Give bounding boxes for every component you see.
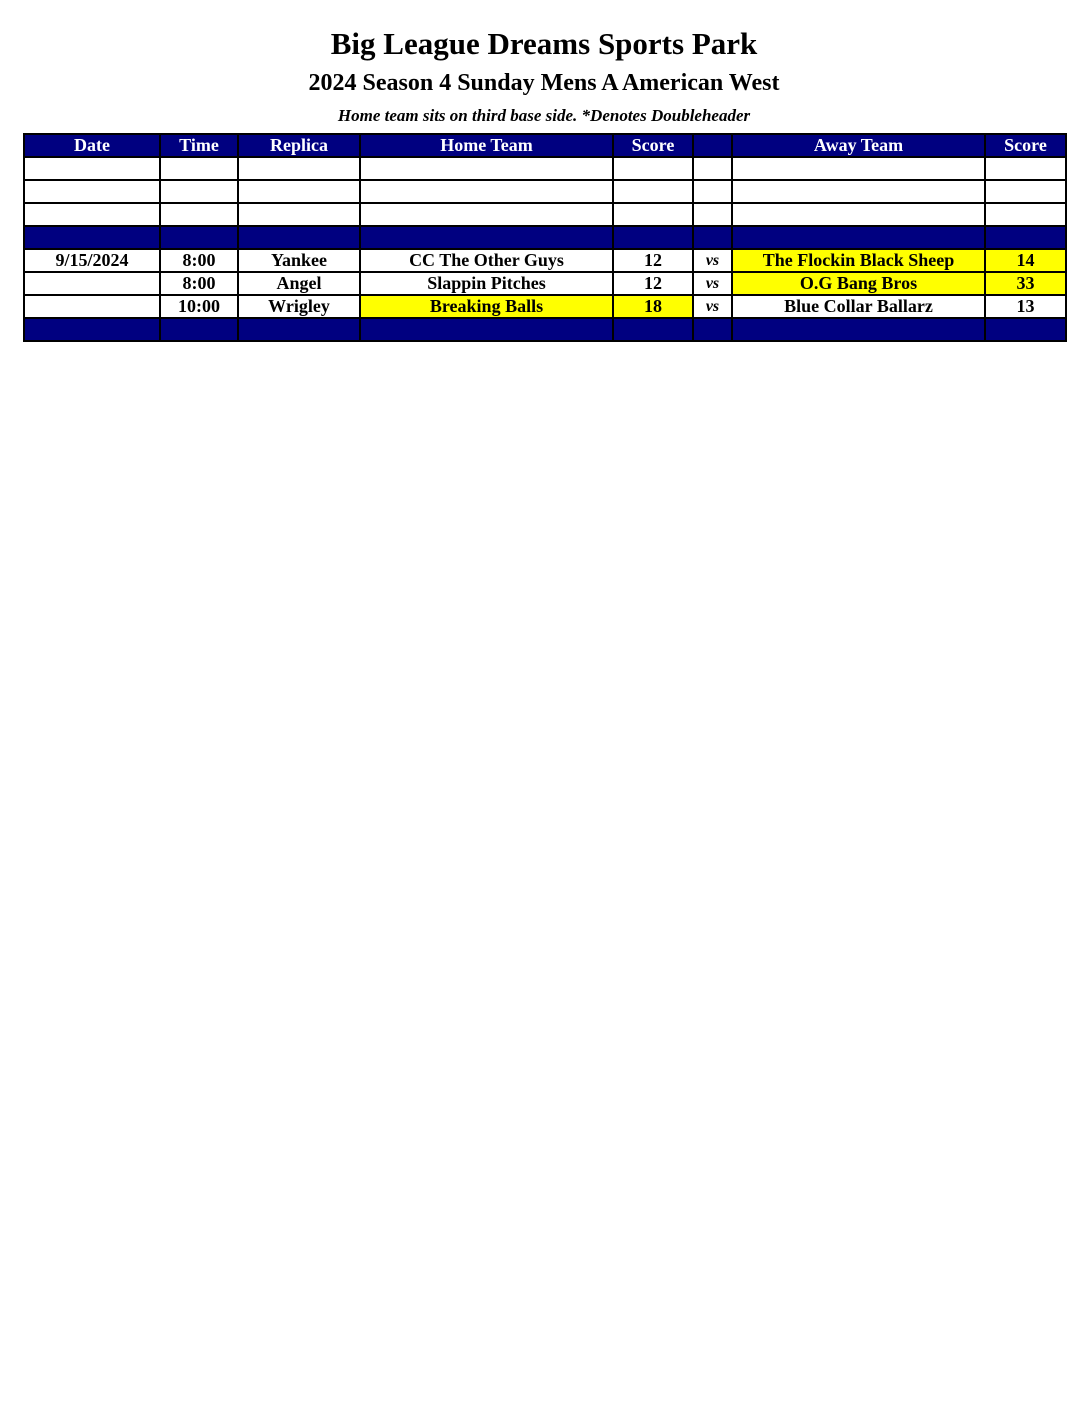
band-cell — [160, 318, 238, 341]
empty-cell — [24, 157, 160, 180]
vs-label: vs — [693, 249, 732, 272]
band-cell — [24, 318, 160, 341]
empty-cell — [693, 180, 732, 203]
empty-cell — [238, 180, 360, 203]
home-score: 12 — [613, 272, 693, 295]
table-row — [24, 249, 1066, 272]
away-team: Blue Collar Ballarz — [732, 295, 985, 318]
empty-row — [24, 203, 1066, 226]
home-score: 12 — [613, 249, 693, 272]
page-title: Big League Dreams Sports Park — [330, 26, 758, 61]
game-time: 10:00 — [160, 295, 238, 318]
empty-cell — [732, 203, 985, 226]
page-note: Home team sits on third base side. *Denotes Doubleheader — [337, 106, 751, 125]
band-cell — [985, 318, 1066, 341]
vs-label: vs — [693, 272, 732, 295]
game-date — [24, 295, 160, 318]
band-cell — [238, 226, 360, 249]
away-score: 13 — [985, 295, 1066, 318]
band-cell — [160, 226, 238, 249]
empty-cell — [24, 203, 160, 226]
empty-cell — [238, 203, 360, 226]
page-subtitle: 2024 Season 4 Sunday Mens A American West — [308, 70, 780, 96]
game-date: 9/15/2024 — [24, 249, 160, 272]
game-time: 8:00 — [160, 249, 238, 272]
game-replica: Yankee — [238, 249, 360, 272]
empty-cell — [238, 157, 360, 180]
band-cell — [360, 226, 613, 249]
band-cell — [613, 226, 693, 249]
game-time: 8:00 — [160, 272, 238, 295]
home-team: CC The Other Guys — [360, 249, 613, 272]
table-row — [24, 295, 1066, 318]
col-header-date: Date — [24, 134, 160, 157]
band-cell — [24, 226, 160, 249]
col-header-replica: Replica — [238, 134, 360, 157]
col-header-home-score: Score — [613, 134, 693, 157]
empty-cell — [360, 157, 613, 180]
empty-row — [24, 157, 1066, 180]
band-cell — [732, 318, 985, 341]
game-replica: Wrigley — [238, 295, 360, 318]
empty-cell — [985, 157, 1066, 180]
home-score: 18 — [613, 295, 693, 318]
empty-cell — [160, 203, 238, 226]
band-cell — [732, 226, 985, 249]
separator-band-row — [24, 318, 1066, 341]
table-header-row — [24, 134, 1066, 157]
band-cell — [693, 318, 732, 341]
band-cell — [693, 226, 732, 249]
separator-band-row — [24, 226, 1066, 249]
empty-cell — [613, 157, 693, 180]
empty-cell — [693, 157, 732, 180]
empty-cell — [360, 180, 613, 203]
col-header-home-team: Home Team — [360, 134, 613, 157]
empty-cell — [160, 157, 238, 180]
game-replica: Angel — [238, 272, 360, 295]
away-score: 33 — [985, 272, 1066, 295]
home-team: Breaking Balls — [360, 295, 613, 318]
empty-cell — [732, 180, 985, 203]
empty-cell — [732, 157, 985, 180]
away-team: The Flockin Black Sheep — [732, 249, 985, 272]
schedule-table — [23, 133, 1067, 342]
empty-cell — [360, 203, 613, 226]
empty-cell — [985, 180, 1066, 203]
empty-cell — [693, 203, 732, 226]
col-header-time: Time — [160, 134, 238, 157]
empty-cell — [985, 203, 1066, 226]
band-cell — [360, 318, 613, 341]
away-score: 14 — [985, 249, 1066, 272]
empty-row — [24, 180, 1066, 203]
away-team: O.G Bang Bros — [732, 272, 985, 295]
empty-cell — [160, 180, 238, 203]
col-header-vs — [693, 134, 732, 157]
band-cell — [613, 318, 693, 341]
home-team: Slappin Pitches — [360, 272, 613, 295]
table-row — [24, 272, 1066, 295]
col-header-away-team: Away Team — [732, 134, 985, 157]
vs-label: vs — [693, 295, 732, 318]
game-date — [24, 272, 160, 295]
empty-cell — [613, 180, 693, 203]
band-cell — [238, 318, 360, 341]
band-cell — [985, 226, 1066, 249]
col-header-away-score: Score — [985, 134, 1066, 157]
empty-cell — [613, 203, 693, 226]
empty-cell — [24, 180, 160, 203]
